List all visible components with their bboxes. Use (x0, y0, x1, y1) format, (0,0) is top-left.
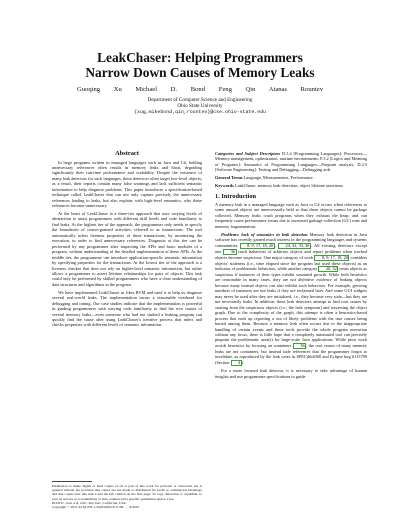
right-column (215, 151, 367, 382)
problems-lead: Problems: lack of semantics in leak detection (221, 231, 308, 237)
citation-link[interactable]: 20, 32 (318, 266, 338, 272)
paper-title (60, 50, 340, 80)
citation-link[interactable]: 8, 9, 17, 18, 20 (240, 243, 275, 249)
citation-link[interactable]: 36 (223, 249, 236, 255)
abstract-heading: Abstract (115, 150, 139, 157)
author-name: Feng Qin (218, 86, 256, 93)
affiliation-dept: Department of Computer Science and Engineering (147, 97, 253, 103)
citation-link[interactable]: 8, 9, 17, 18, 20 (314, 255, 349, 261)
left-column (52, 150, 202, 330)
intro-paragraph: For a more focused leak detector, it is necessary to take advantage of human insights and use programmer specifications to guide (215, 368, 367, 379)
copyright-text: Copyright © 2011 ACM 978-1-4503-0663-8/11/06 . . . $10.00 (52, 505, 139, 510)
categories-heading: Categories and Subject Descriptors (215, 151, 281, 156)
title-line-1: LeakChaser: Helping Programmers (97, 50, 303, 65)
keywords-heading: Keywords (215, 183, 234, 189)
keywords-block (215, 183, 367, 188)
permission-text: Permission to make digital or hard copies of all or part of this work for personal or classroom use is granted without fee provided that copies are not made or distributed for profit or commercial advantage and that copies bear this notice and the full citation on the first page. To copy otherwise, to republish, to post on servers or to redistribute to lists, requires prior specific permission and/or a fee. (52, 484, 202, 501)
general-terms-block (215, 175, 367, 180)
author-name: Michael D. Bond (135, 86, 206, 93)
keywords-text: LeakChaser, memory leak detection, object lifetime assertions (234, 183, 344, 189)
affiliation-university: Ohio State University (177, 103, 223, 110)
footnote-rule (52, 481, 92, 482)
section-link[interactable]: 4 (231, 360, 242, 366)
categories-text: D.3.4 [Programming Languages]: Processors—Memory management, optimization, runtime environments; F.3.2 [Logics and Meaning of Programs]: Semantics of Programming Languages—Program analysis; D.2.5 [Software Engineering]: Testing and Debugging—Debugging aids (215, 151, 367, 173)
abstract-paragraph: At the heart of LeakChaser is a three-tier approach that uses varying levels of abstraction to assist programmers with different skill levels and code familiarity to find leaks. At the highest tier of the approach, the programmer only needs to specify the boundaries of coarse-grained activities, referred to as transactions. The tool automatically infers liveness properties of these transactions, by monitoring the execution, in order to find unnecessary references. Diagnosis at this tier can be performed by any programmer after inspecting the APIs and basic modules of a program, without understanding of the detailed implementation of these APIs. At the middle tier, the programmer can introduce application-specific semantic information by specifying properties for the transactions. At the lowest tier of the approach is a liveness checker that does not rely on higher-level semantic information, but rather allows a programmer to assert lifetime relationships for pairs of objects. This task could only be performed by skilled programmers who have a clear understanding of data structures and algorithms in the program. (52, 210, 202, 287)
categories-block (215, 151, 367, 173)
citation-link[interactable]: 24, 32, 33, 36 (278, 243, 311, 249)
copyright-footnote (52, 484, 202, 509)
general-terms-text: Language, Measurements, Performance (243, 175, 313, 181)
abstract-paragraph: In large programs written in managed languages such as Java and C#, holding unnecessary references often results in memory leaks and bloat, degrading significantly their run-time performance and scalability. Despite the existence of many leak detectors for such languages, these detectors often target low-level objects; as a result, their reports contain many false warnings and lack sufficient semantic information to help diagnose problems. This paper introduces a specification-based technique called LeakChaser that can not only capture precisely the unnecessary references leading to leaks, but also explain, with high-level semantics, why these references become unnecessary. (52, 159, 202, 209)
author-emails: {xug,mikebond,qin,rountev}@cse.ohio-state.edu (133, 109, 267, 115)
citation-link[interactable]: 36 (293, 343, 306, 349)
author-list (40, 86, 360, 93)
intro-paragraph: Problems: lack of semantics in leak detection Memory leak detection in Java software has recently gained much interest in the programming languages and systems communities 8, 9, 17, 18, 20 , 24, 32, 33, 36 . All existing detectors except one 36 track behaviors of arbitrary objects and report problems when tracked objects become suspicious. One major category of work 8, 9, 17, 18, 20 considers objects' staleness (i.e., time elapsed since the program last used these objects) as an indicator of problematic behaviors, while another category 20, 32 treats objects as suspicious if instances of their types exhibit sustained growth. While both heuristics are reasonable in many cases, they are not definitive evidence of leaking objects because many normal objects can also exhibit such behaviors. For example, growing numbers of instances are not leaks if they are reclaimed later. And some GUI widgets may never be used after they are initialized, i.e., they become very stale—but they are not necessarily leaks. In addition, these leak detectors attempt to find root causes by starting from the suspicious objects (i.e., the leak symptom) and traversing the object graph. Due to the complexity of the graph, this attempt is often a heuristics-based process that ends up reporting a sea of likely problems with the true causes being buried among them. Because a memory leak often occurs due to the inappropriate handling of certain events and these tools provide the whole program execution without any focus, there is little hope that a completely automated tool can precisely pinpoint the problematic area(s) for large-scale Java applications. While prior work avoids heuristics by focusing on containers 36 , the root causes of many memory leaks are not containers, but instead stale references that the programmer forgot to invalidate, as reproduced by the leak cases in SPECjbb2000 and Eclipse bug #115789 (Section 4 ). (215, 231, 368, 365)
intro-paragraph: A memory leak in a managed language such as Java or C# occurs when references to some unused objects are unnecessarily held so that these objects cannot be garbage collected. Memory leaks crash programs when they exhaust the heap, and can frequently cause performance issues due to increased garbage collection (GC) runs and memory fragmentation. (215, 202, 367, 229)
affiliation (60, 97, 340, 116)
general-terms-heading: General Terms (215, 175, 243, 181)
abstract-paragraph: We have implemented LeakChaser in Jikes RVM and used it to help us diagnose several real-world leaks. The implementation incurs a reasonable overhead for debugging and tuning. Our case studies indicate that the implementation is powerful in guiding programmers with varying code familiarity to find the root causes of several memory leaks—even someone who had not studied a leaking program can quickly find the cause after using LeakChaser's iterative process that infers and checks properties with different levels of semantic information. (52, 289, 202, 328)
author-name: Atanas Rountev (268, 86, 324, 93)
title-line-2: Narrow Down Causes of Memory Leaks (85, 65, 315, 80)
author-name: Guoqing Xu (76, 86, 122, 93)
intro-heading: 1. Introduction (215, 192, 257, 200)
venue-text: PLDI'11, June 4–8, 2011, San Jose, California, USA. (52, 500, 127, 505)
